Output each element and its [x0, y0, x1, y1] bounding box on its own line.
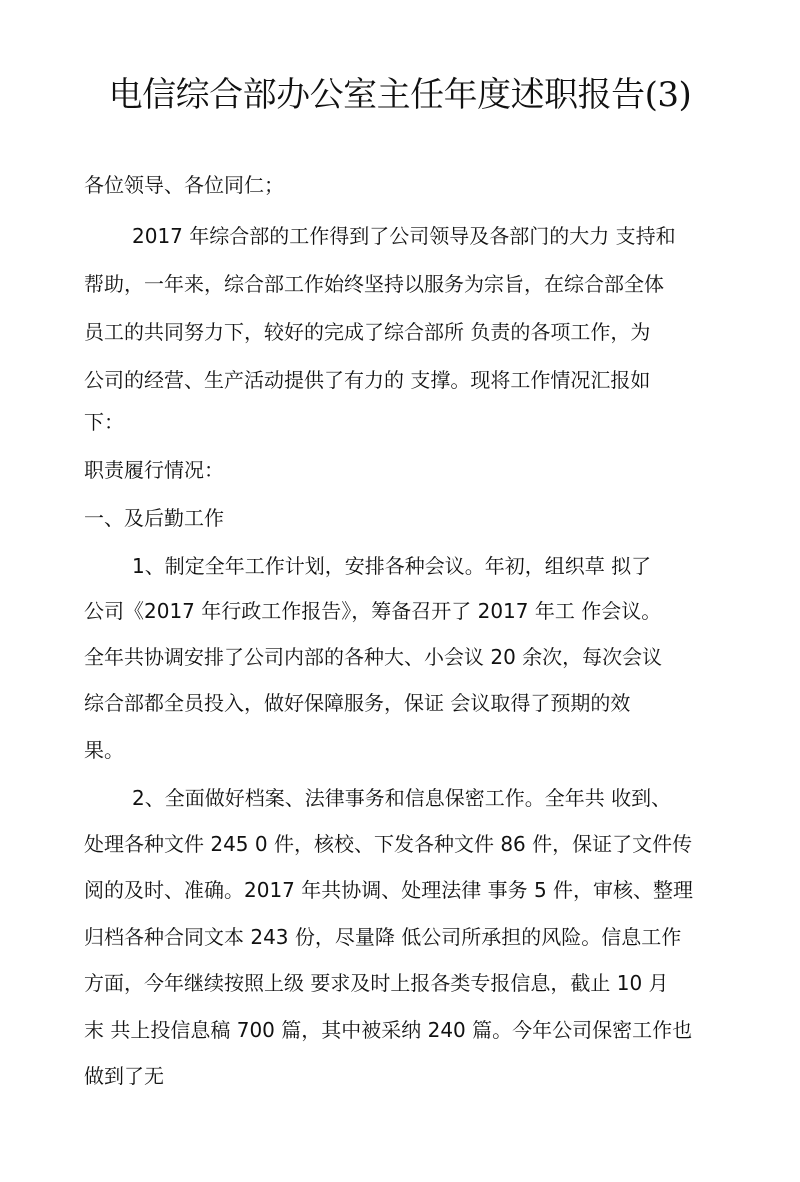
paragraph-line: 下：: [84, 410, 124, 434]
paragraph-line: 阅的及时、准确。2017 年共协调、处理法律 事务 5 件，审核、整理: [84, 878, 694, 902]
paragraph-line: 1、制定全年工作计划，安排各种会议。年初，组织草 拟了: [132, 554, 652, 578]
paragraph-line: 果。: [84, 738, 124, 762]
paragraph-line: 2017 年综合部的工作得到了公司领导及各部门的大力 支持和: [132, 224, 676, 248]
paragraph-line: 员工的共同努力下，较好的完成了综合部所 负责的各项工作，为: [84, 320, 651, 344]
paragraph-line: 帮助，一年来，综合部工作始终坚持以服务为宗旨，在综合部全体: [84, 272, 664, 296]
document-title: 电信综合部办公室主任年度述职报告(3): [108, 75, 692, 115]
paragraph-line: 做到了无: [84, 1064, 164, 1088]
paragraph-line: 全年共协调安排了公司内部的各种大、小会议 20 余次，每次会议: [84, 645, 663, 669]
paragraph-line: 方面，今年继续按照上级 要求及时上报各类专报信息，截止 10 月: [84, 971, 669, 995]
paragraph-line: 末 共上投信息稿 700 篇，其中被采纳 240 篇。今年公司保密工作也: [84, 1018, 693, 1042]
paragraph-line: 公司的经营、生产活动提供了有力的 支撑。现将工作情况汇报如: [84, 368, 651, 392]
paragraph-line: 综合部都全员投入，做好保障服务，保证 会议取得了预期的效: [84, 691, 631, 715]
section-heading: 职责履行情况：: [84, 458, 224, 482]
paragraph-line: 2、全面做好档案、法律事务和信息保密工作。全年共 收到、: [132, 786, 672, 810]
paragraph-line: 处理各种文件 245 0 件，核校、下发各种文件 86 件，保证了文件传: [84, 832, 693, 856]
section-heading: 一、及后勤工作: [84, 506, 224, 530]
paragraph-line: 归档各种合同文本 243 份，尽量降 低公司所承担的风险。信息工作: [84, 925, 682, 949]
salutation-line: 各位领导、各位同仁；: [84, 173, 284, 197]
paragraph-line: 公司《2017 年行政工作报告》，筹备召开了 2017 年工 作会议。: [84, 599, 662, 623]
